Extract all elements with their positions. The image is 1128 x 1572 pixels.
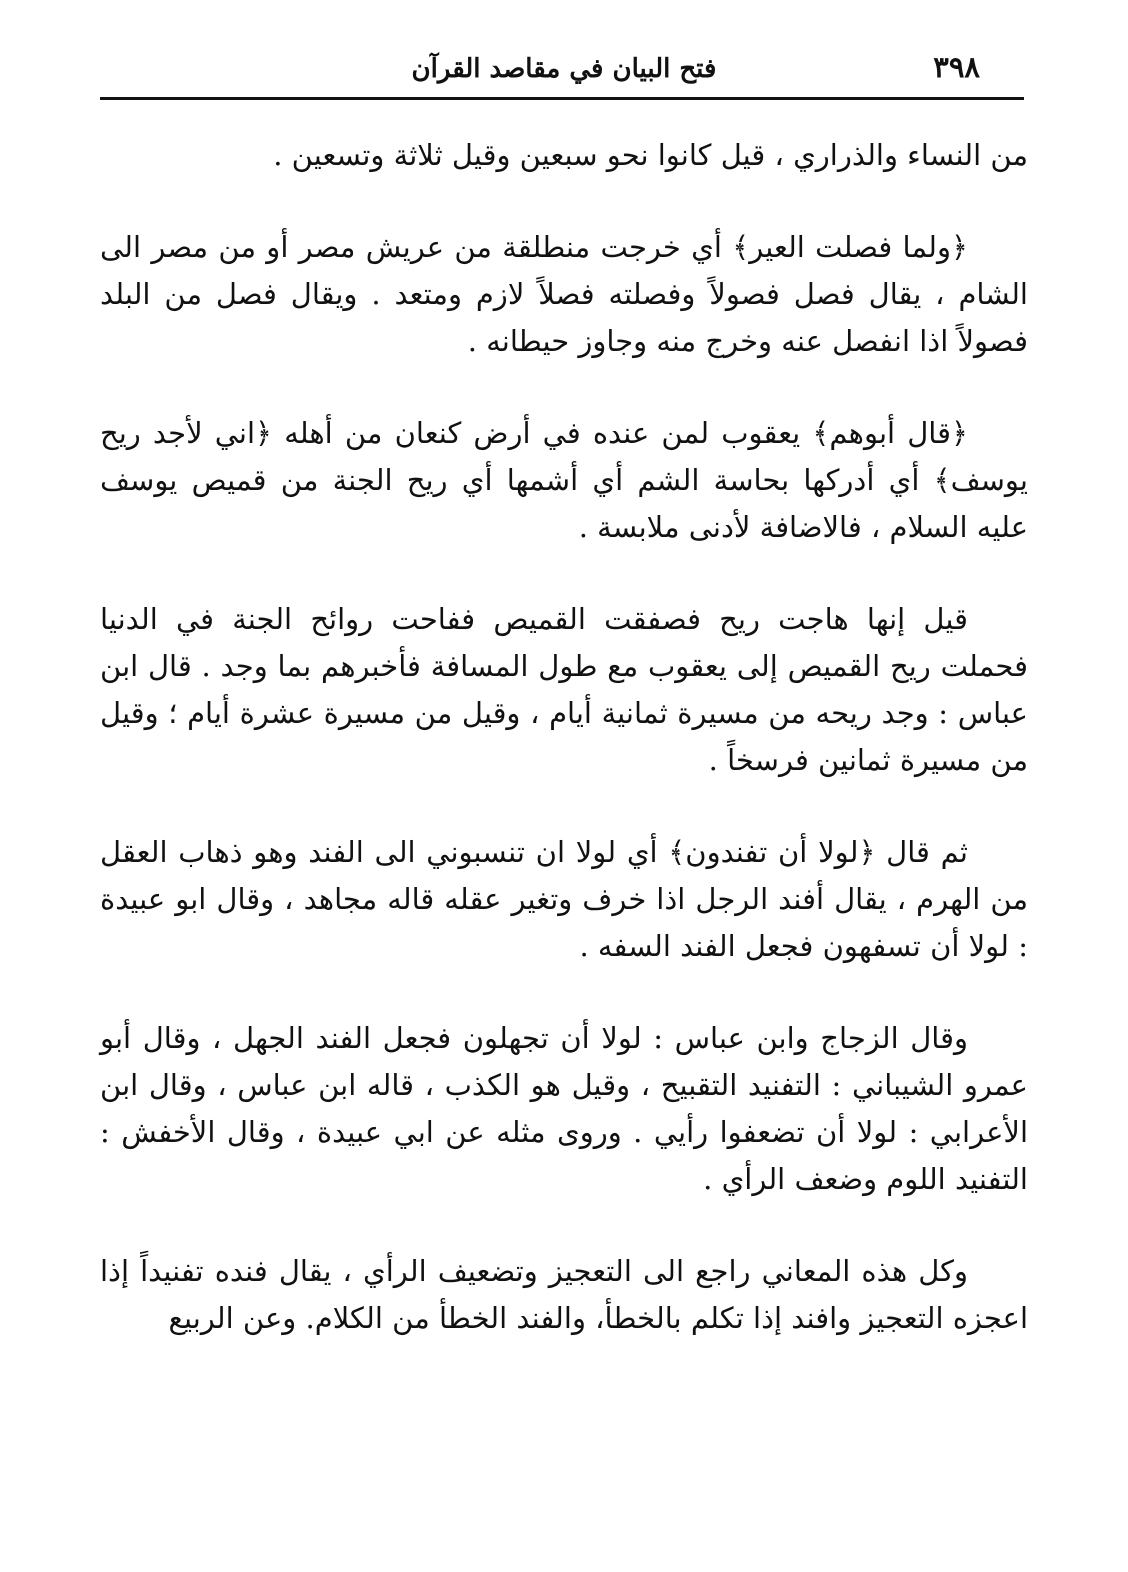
body-text <box>100 132 1028 1342</box>
paragraph-2: ﴿ولما فصلت العير﴾ أي خرجت منطلقة من عريش مصر أو من مصر الى الشام ، يقال فصل فصولاً وفصلته فصلاً لازم ومتعد . ويقال فصل من البلد فصولاً اذا انفصل عنه وخرج منه وجاوز حيطانه . <box>100 230 1028 358</box>
running-title: فتح البيان في مقاصد القرآن <box>411 54 717 84</box>
page-number: ٣٩٨ <box>933 50 980 84</box>
paragraph-5: ثم قال ﴿لولا أن تفندون﴾ أي لولا ان تنسبوني الى الفند وهو ذهاب العقل من الهرم ، يقال أفند الرجل اذا خرف وتغير عقله قاله مجاهد ، وقال ابو عبيدة : لولا أن تسفهون فجعل الفند السفه . <box>100 835 1028 963</box>
header-divider <box>100 97 1024 100</box>
paragraph-6: وقال الزجاج وابن عباس : لولا أن تجهلون فجعل الفند الجهل ، وقال أبو عمرو الشيباني : التفنيد التقبيح ، وقيل هو الكذب ، قاله ابن عباس ، وقال ابن الأعرابي : لولا أن تضعفوا رأيي . وروى مثله عن ابي عبيدة ، وقال الأخفش : التفنيد اللوم وضعف الرأي . <box>100 1021 1028 1196</box>
page-header <box>100 46 1028 100</box>
paragraph-7: وكل هذه المعاني راجع الى التعجيز وتضعيف الرأي ، يقال فنده تفنيداً إذا اعجزه التعجيز وافند إذا تكلم بالخطأ، والفند الخطأ من الكلام. وعن الربيع <box>100 1254 1028 1335</box>
paragraph-1: من النساء والذراري ، قيل كانوا نحو سبعين وقيل ثلاثة وتسعين . <box>273 138 1028 172</box>
paragraph-4: قيل إنها هاجت ريح فصفقت القميص ففاحت روائح الجنة في الدنيا فحملت ريح القميص إلى يعقوب مع طول المسافة فأخبرهم بما وجد . قال ابن عباس : وجد ريحه من مسيرة ثمانية أيام ، وقيل من مسيرة عشرة أيام ؛ وقيل من مسيرة ثمانين فرسخاً . <box>100 602 1028 777</box>
paragraph-3: ﴿قال أبوهم﴾ يعقوب لمن عنده في أرض كنعان من أهله ﴿اني لأجد ريح يوسف﴾ أي أدركها بحاسة الشم أي أشمها أي ريح الجنة من قميص يوسف عليه السلام ، فالاضافة لأدنى ملابسة . <box>100 416 1028 544</box>
